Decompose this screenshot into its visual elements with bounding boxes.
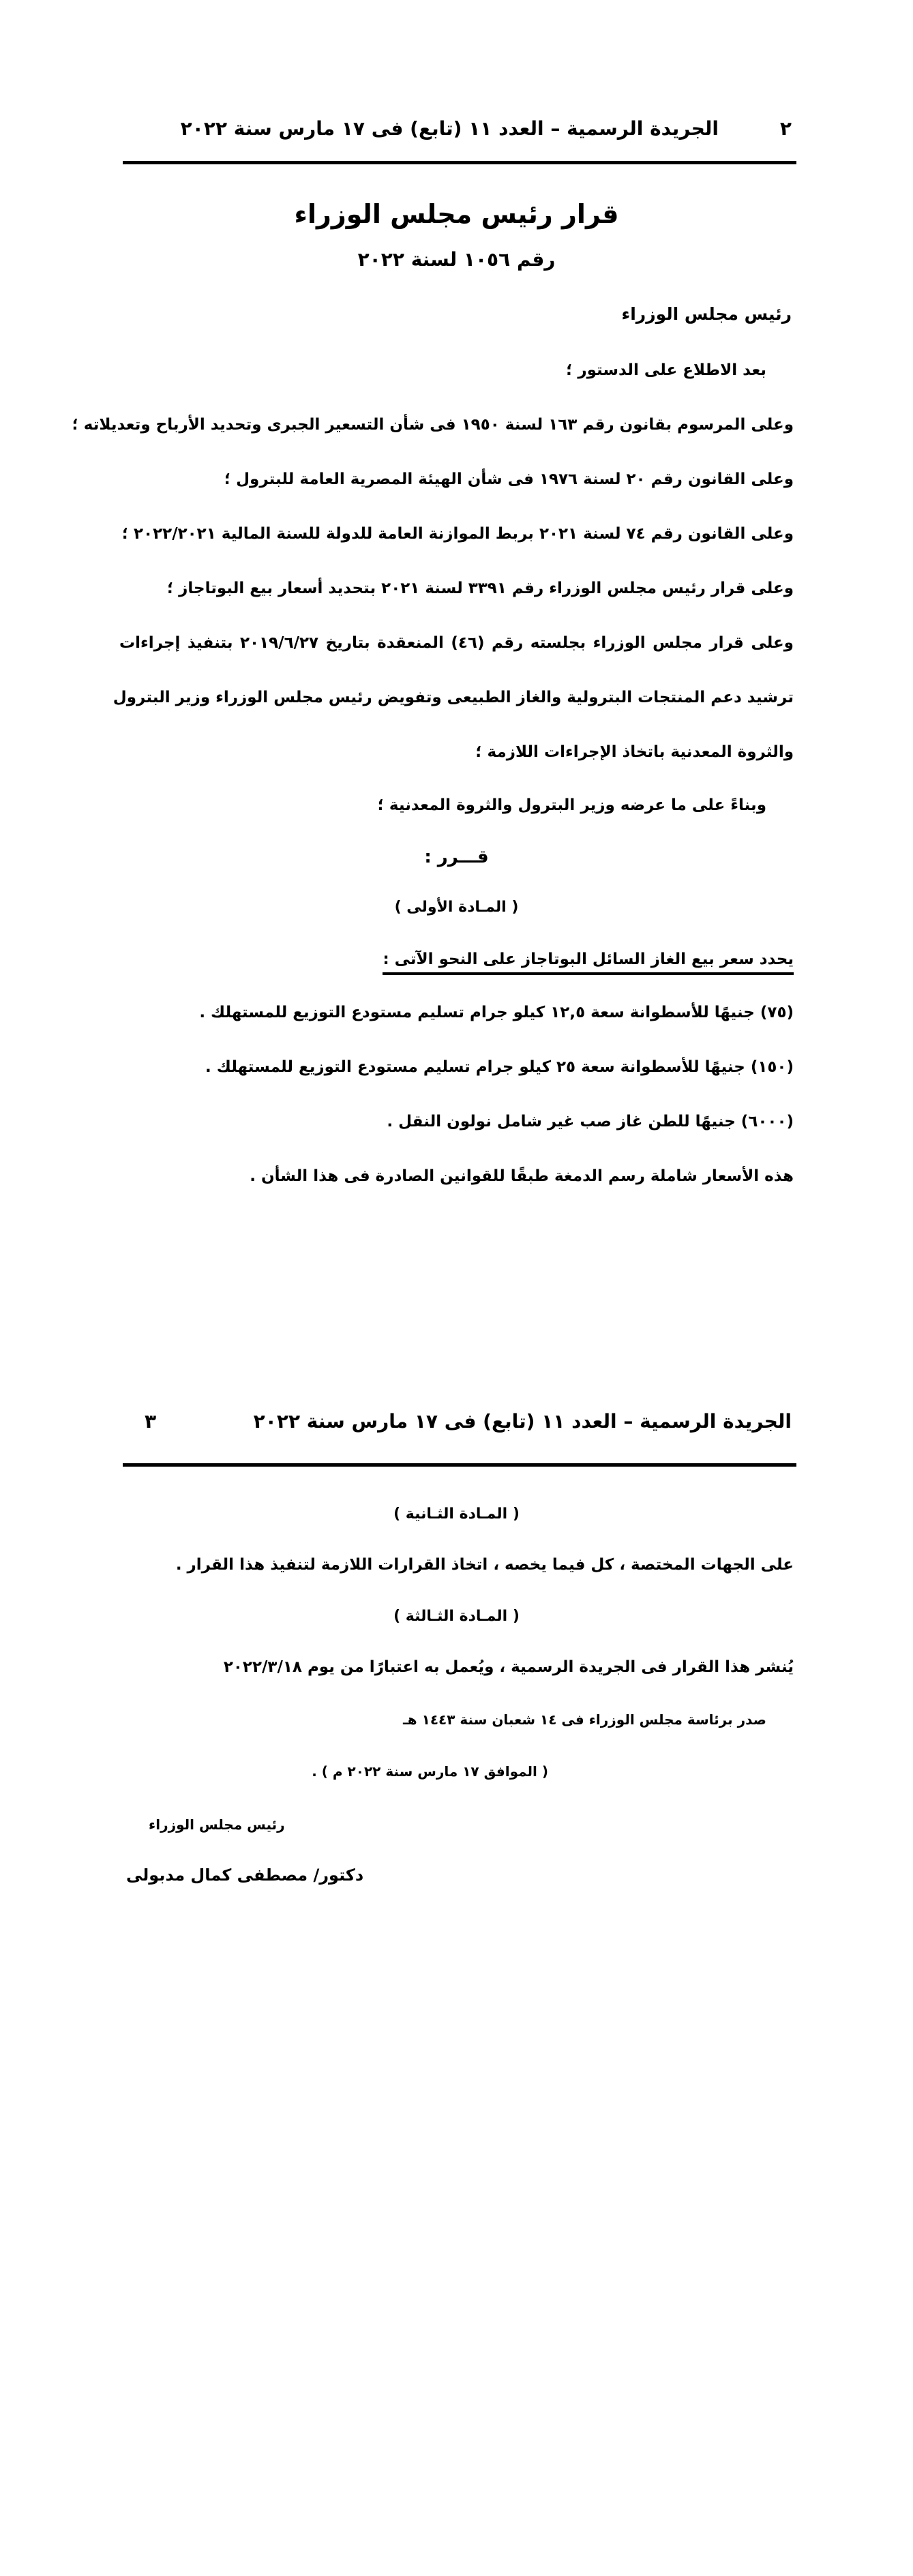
corresponding-date: ( الموافق ١٧ مارس سنة ٢٠٢٢ م ) . bbox=[312, 1763, 548, 1780]
issued-at: صدر برئاسة مجلس الوزراء فى ١٤ شعبان سنة ١٤٤٣ هـ bbox=[402, 1711, 766, 1728]
article-3-heading: ( المـادة الثـالثة ) bbox=[393, 1608, 520, 1625]
preamble-line: ترشيد دعم المنتجات البترولية والغاز الطبيعى وتفويض رئيس مجلس الوزراء وزير البترول bbox=[113, 689, 794, 706]
preamble-line: بعد الاطلاع على الدستور ؛ bbox=[566, 361, 766, 379]
preamble-line: وعلى قرار مجلس الوزراء بجلسته رقم (٤٦) المنعقدة بتاريخ ٢٠١٩/٦/٢٧ بتنفيذ إجراءات bbox=[119, 634, 794, 652]
header-rule bbox=[123, 1463, 796, 1467]
decree-number: رقم ١٠٥٦ لسنة ٢٠٢٢ bbox=[357, 248, 556, 271]
preamble-line: وعلى القانون رقم ٧٤ لسنة ٢٠٢١ بربط الموازنة العامة للدولة للسنة المالية ٢٠٢٢/٢٠٢١ ؛ bbox=[121, 525, 794, 543]
running-header: الجريدة الرسمية – العدد ١١ (تابع) فى ١٧ مارس سنة ٢٠٢٢ bbox=[253, 1410, 792, 1433]
article-2-heading: ( المـادة الثـانية ) bbox=[393, 1506, 520, 1523]
article-2-text: على الجهات المختصة ، كل فيما يخصه ، اتخاذ القرارات اللازمة لتنفيذ هذا القرار . bbox=[175, 1556, 794, 1574]
price-item: (١٥٠) جنيهًا للأسطوانة سعة ٢٥ كيلو جرام تسليم مستودع التوزيع للمستهلك . bbox=[205, 1058, 794, 1076]
price-note: هذه الأسعار شاملة رسم الدمغة طبقًا للقوانين الصادرة فى هذا الشأن . bbox=[250, 1167, 794, 1185]
signature-title: رئيس مجلس الوزراء bbox=[149, 1816, 285, 1833]
running-header: الجريدة الرسمية – العدد ١١ (تابع) فى ١٧ مارس سنة ٢٠٢٢ bbox=[180, 117, 719, 140]
preamble-line: وعلى المرسوم بقانون رقم ١٦٣ لسنة ١٩٥٠ فى شأن التسعير الجبرى وتحديد الأرباح وتعديلاته ؛ bbox=[72, 416, 794, 434]
preamble-line: وعلى القانون رقم ٢٠ لسنة ١٩٧٦ فى شأن الهيئة المصرية العامة للبترول ؛ bbox=[224, 470, 794, 488]
issuer-heading: رئيس مجلس الوزراء bbox=[621, 304, 792, 324]
article-1-heading: ( المـادة الأولى ) bbox=[394, 899, 519, 916]
decree-title: قرار رئيس مجلس الوزراء bbox=[294, 199, 619, 229]
preamble-line: وعلى قرار رئيس مجلس الوزراء رقم ٣٣٩١ لسنة ٢٠٢١ بتحديد أسعار بيع البوتاجاز ؛ bbox=[166, 580, 794, 597]
decided-heading: قـــرر : bbox=[424, 847, 489, 867]
article-3-text: يُنشر هذا القرار فى الجريدة الرسمية ، ويُعمل به اعتبارًا من يوم ٢٠٢٢/٣/١٨ bbox=[223, 1658, 794, 1676]
preamble-line: والثروة المعدنية باتخاذ الإجراءات اللازمة ؛ bbox=[475, 743, 794, 761]
page-number: ٣ bbox=[145, 1410, 157, 1433]
price-item: (٦٠٠٠) جنيهًا للطن غاز صب غير شامل نولون النقل . bbox=[387, 1113, 794, 1130]
article-1-intro-text: يحدد سعر بيع الغاز السائل البوتاجاز على النحو الآتى : bbox=[383, 950, 794, 975]
page-number: ٢ bbox=[779, 117, 792, 140]
price-item: (٧٥) جنيهًا للأسطوانة سعة ١٢,٥ كيلو جرام تسليم مستودع التوزيع للمستهلك . bbox=[199, 1004, 794, 1021]
preamble-line: وبناءً على ما عرضه وزير البترول والثروة المعدنية ؛ bbox=[377, 796, 766, 814]
signature-name: دكتور/ مصطفى كمال مدبولى bbox=[126, 1866, 364, 1885]
article-1-intro bbox=[383, 950, 794, 968]
header-rule bbox=[123, 161, 796, 164]
